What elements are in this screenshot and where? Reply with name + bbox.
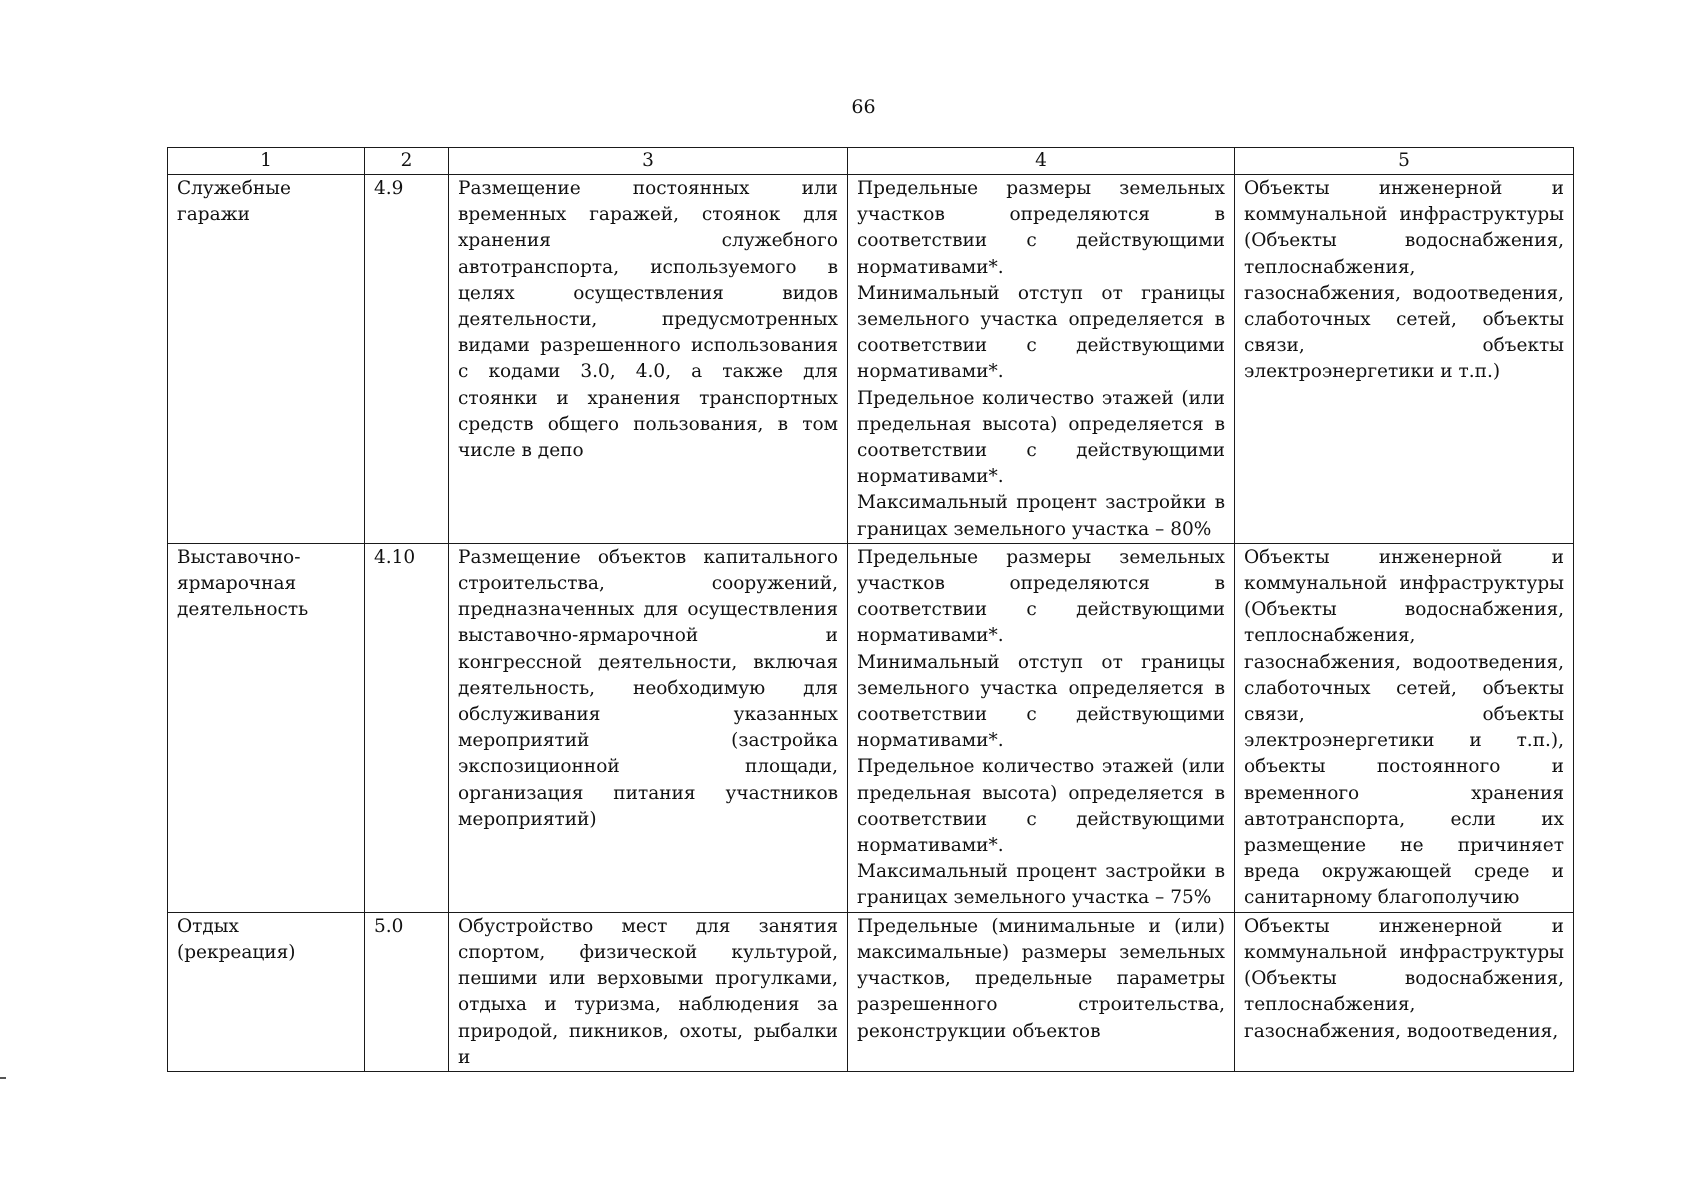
column-header: 3 bbox=[449, 148, 848, 175]
use-type-description bbox=[449, 543, 848, 912]
use-type-code: 4.9 bbox=[365, 175, 449, 544]
param-text: Предельное количество этажей (или предельная высота) определяется в соответствии с действующими нормативами*. bbox=[857, 387, 1225, 488]
auxiliary-uses bbox=[1235, 912, 1574, 1071]
table-row bbox=[168, 175, 1574, 544]
table-header-row bbox=[168, 148, 1574, 175]
scan-margin-mark bbox=[0, 1077, 6, 1079]
use-type-code: 4.10 bbox=[365, 543, 449, 912]
column-header: 4 bbox=[848, 148, 1235, 175]
param-text: Предельные (минимальные и (или) максимальные) размеры земельных участков, предельные параметры разрешенного строительства, реконструкции объектов bbox=[857, 915, 1225, 1042]
use-type-code: 5.0 bbox=[365, 912, 449, 1071]
column-header: 2 bbox=[365, 148, 449, 175]
auxiliary-text: Объекты инженерной и коммунальной инфраструктуры (Объекты водоснабжения, теплоснабжения, газоснабжения, водоотведения, bbox=[1244, 915, 1564, 1042]
use-type-name: Служебные гаражи bbox=[168, 175, 365, 544]
description-text: Обустройство мест для занятия спортом, физической культурой, пешими или верховыми прогулками, отдыха и туризма, наблюдения за природой, пикников, охоты, рыбалки и bbox=[458, 915, 838, 1068]
table-row bbox=[168, 912, 1574, 1071]
page-number: 66 bbox=[851, 96, 876, 118]
param-text: Минимальный отступ от границы земельного участка определяется в соответствии с действующими нормативами*. bbox=[857, 282, 1225, 383]
building-parameters bbox=[848, 175, 1235, 544]
column-header: 1 bbox=[168, 148, 365, 175]
param-text: Максимальный процент застройки в границах земельного участка – 80% bbox=[857, 492, 1225, 540]
use-type-description bbox=[449, 912, 848, 1071]
auxiliary-text: Объекты инженерной и коммунальной инфраструктуры (Объекты водоснабжения, теплоснабжения, газоснабжения, водоотведения, слаботочных сетей, объекты связи, объекты электроэнергетики и т.п.), объекты постоянного и временного хранения автотранспорта, если их размещение не причиняет вреда окружающей среде и санитарному благополучию bbox=[1244, 546, 1564, 909]
auxiliary-uses bbox=[1235, 543, 1574, 912]
description-text: Размещение объектов капитального строительства, сооружений, предназначенных для осуществления выставочно-ярмарочной и конгрессной деятельности, включая деятельность, необходимую для обслуживания указанных мероприятий (застройка экспозиционной площади, организация питания участников мероприятий) bbox=[458, 546, 838, 830]
land-use-table bbox=[167, 147, 1574, 1072]
use-type-name: Выставочно-ярмарочная деятельность bbox=[168, 543, 365, 912]
auxiliary-uses bbox=[1235, 175, 1574, 544]
param-text: Предельные размеры земельных участков определяются в соответствии с действующими нормативами*. bbox=[857, 178, 1225, 278]
param-text: Минимальный отступ от границы земельного участка определяется в соответствии с действующими нормативами*. bbox=[857, 651, 1225, 752]
column-header: 5 bbox=[1235, 148, 1574, 175]
description-text: Размещение постоянных или временных гаражей, стоянок для хранения служебного автотранспорта, используемого в целях осуществления видов деятельности, предусмотренных видами разрешенного использования с кодами 3.0, 4.0, а также для стоянки и хранения транспортных средств общего пользования, в том числе в депо bbox=[458, 178, 838, 462]
use-type-description bbox=[449, 175, 848, 544]
building-parameters bbox=[848, 543, 1235, 912]
use-type-name: Отдых (рекреация) bbox=[168, 912, 365, 1071]
param-text: Предельные размеры земельных участков определяются в соответствии с действующими нормативами*. bbox=[857, 546, 1225, 647]
param-text: Максимальный процент застройки в границах земельного участка – 75% bbox=[857, 861, 1225, 909]
param-text: Предельное количество этажей (или предельная высота) определяется в соответствии с действующими нормативами*. bbox=[857, 756, 1225, 857]
building-parameters bbox=[848, 912, 1235, 1071]
table-row bbox=[168, 543, 1574, 912]
auxiliary-text: Объекты инженерной и коммунальной инфраструктуры (Объекты водоснабжения, теплоснабжения, газоснабжения, водоотведения, слаботочных сетей, объекты связи, объекты электроэнергетики и т.п.) bbox=[1244, 178, 1564, 383]
